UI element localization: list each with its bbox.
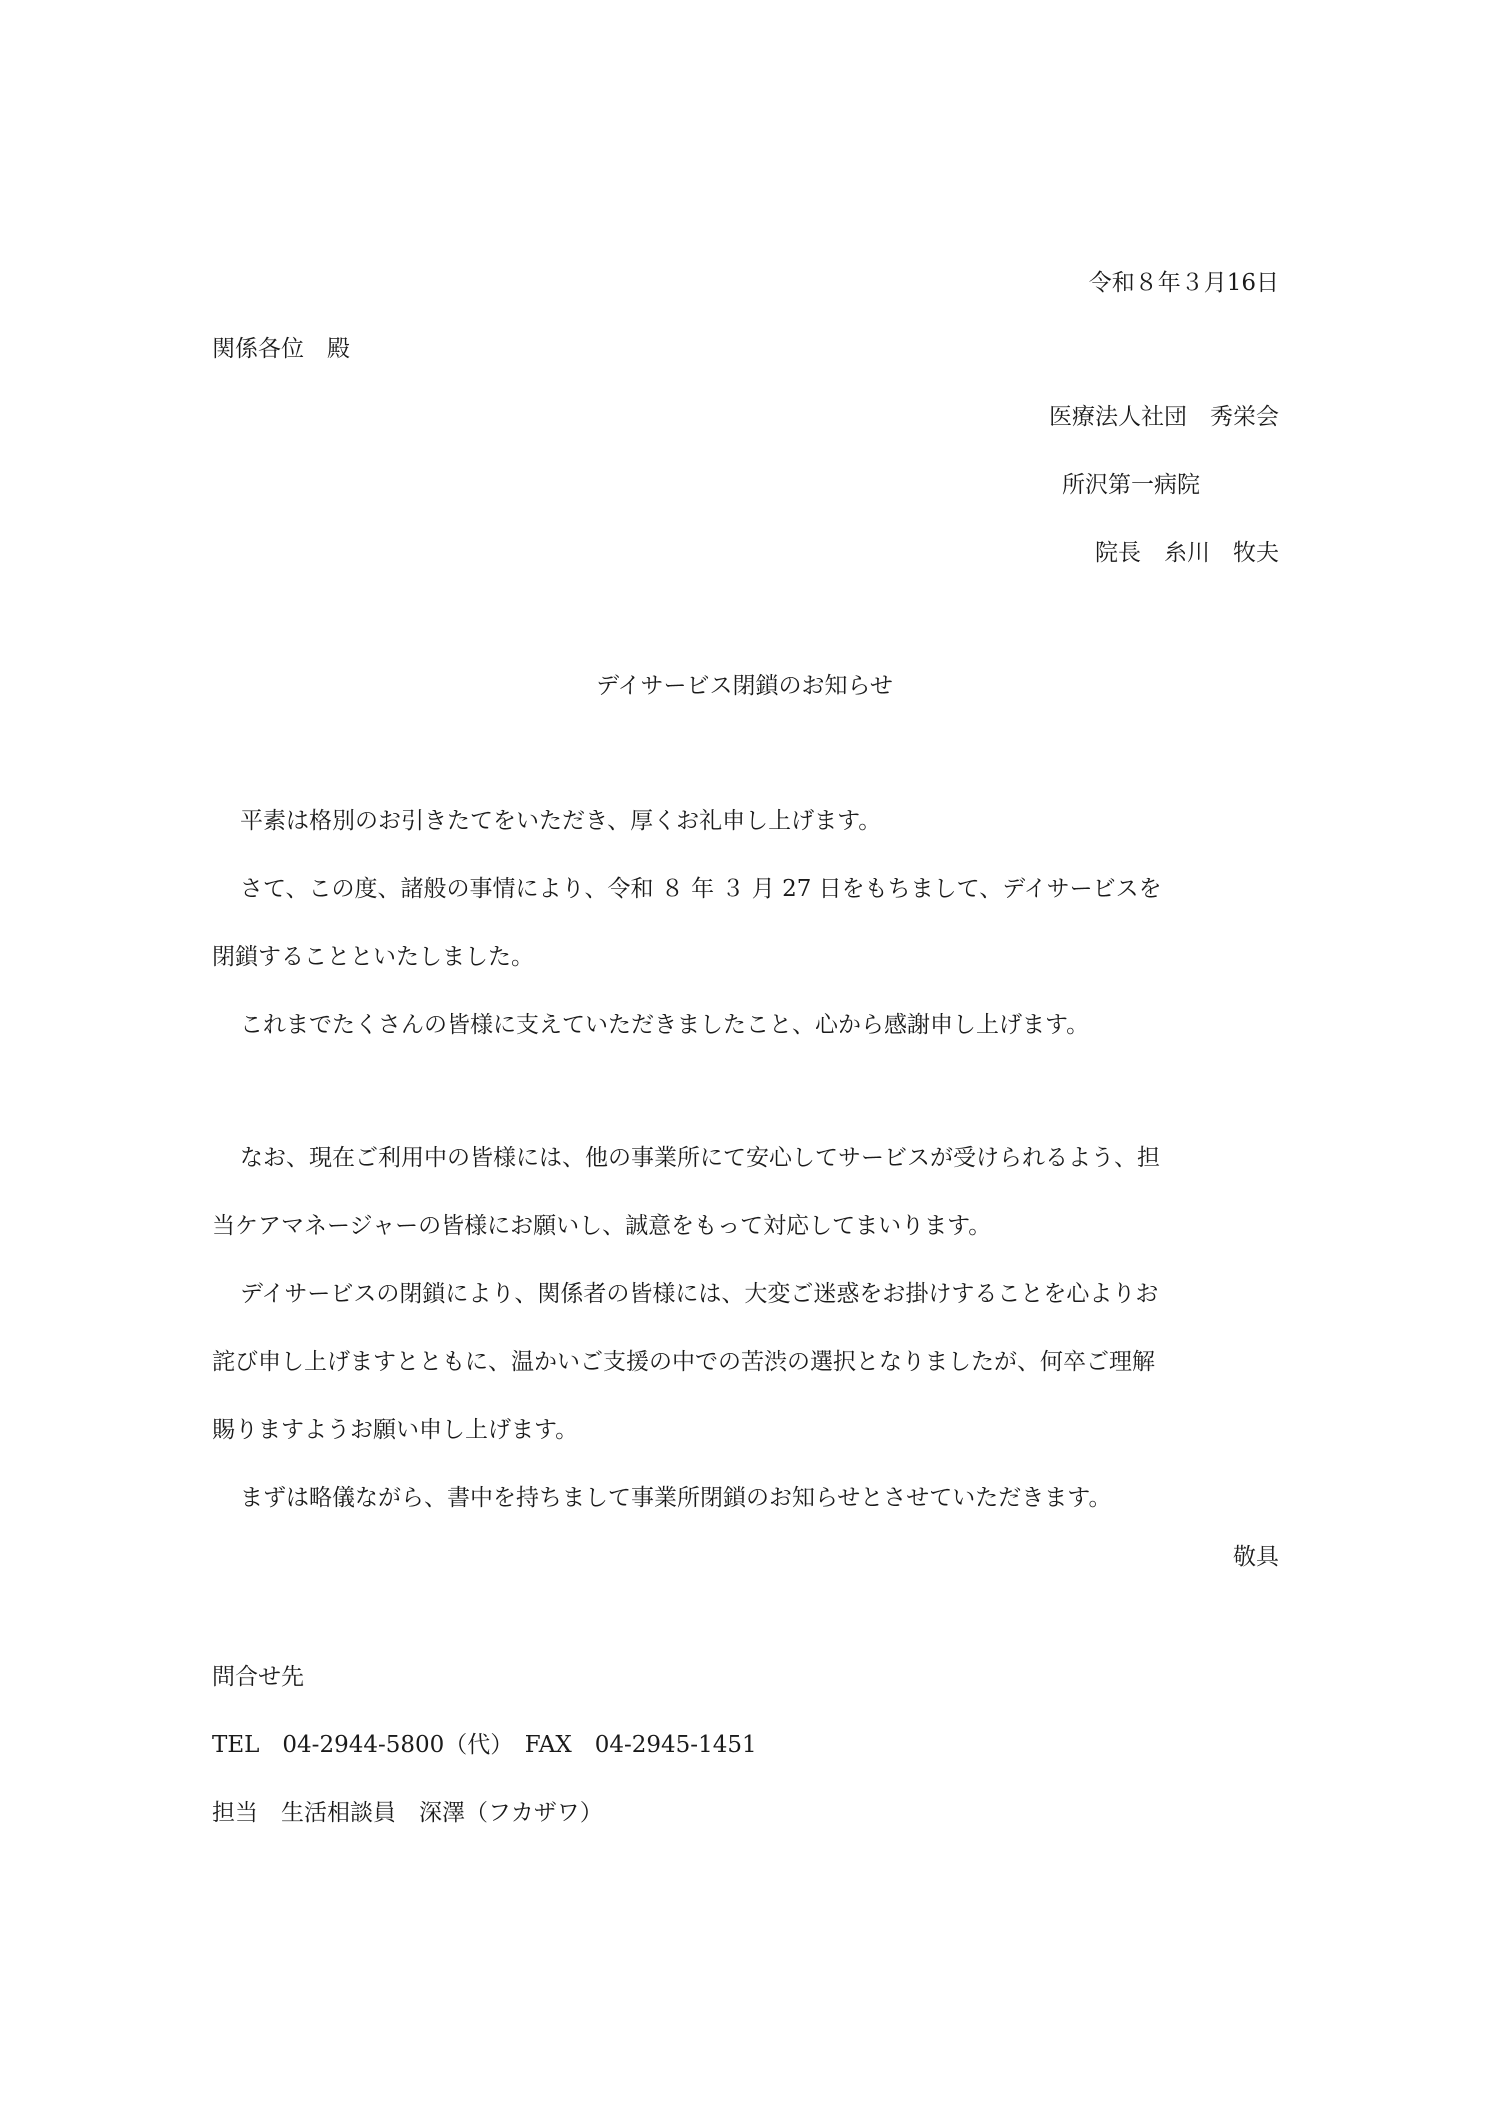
body-paragraph-support-line1: なお、現在ご利用中の皆様には、他の事業所にて安心してサービスが受けられるよう、担 <box>240 1145 1160 1171</box>
body-paragraph-thanks: これまでたくさんの皆様に支えていただきましたこと、心から感謝申し上げます。 <box>240 1012 1090 1038</box>
body-paragraph-final: まずは略儀ながら、書中を持ちまして事業所閉鎖のお知らせとさせていただきます。 <box>240 1485 1112 1511</box>
body-paragraph-closure-line1: さて、この度、諸般の事情により、令和 ８ 年 ３ 月 27 日をもちまして、デイサービスを <box>240 876 1162 902</box>
sender-organization: 医療法人社団 秀栄会 <box>1049 404 1279 430</box>
sender-director: 院長 糸川 牧夫 <box>1095 540 1279 566</box>
contact-phone-fax: TEL 04-2944-5800（代） FAX 04-2945-1451 <box>212 1732 757 1758</box>
addressee: 関係各位 殿 <box>212 336 350 362</box>
body-paragraph-closure-line2: 閉鎖することといたしました。 <box>212 944 534 970</box>
contact-staff: 担当 生活相談員 深澤（フカザワ） <box>212 1800 603 1826</box>
body-paragraph-support-line2: 当ケアマネージャーの皆様にお願いし、誠意をもって対応してまいります。 <box>212 1213 992 1239</box>
body-paragraph-apology-line2: 詫び申し上げますとともに、温かいご支援の中での苦渋の選択となりましたが、何卒ご理解 <box>212 1349 1155 1375</box>
body-paragraph-greeting: 平素は格別のお引きたてをいただき、厚くお礼申し上げます。 <box>240 808 882 834</box>
issue-date: 令和８年３月16日 <box>1088 270 1279 296</box>
closing-word: 敬具 <box>1233 1544 1279 1570</box>
document-title: デイサービス閉鎖のお知らせ <box>596 673 893 699</box>
body-paragraph-apology-line3: 賜りますようお願い申し上げます。 <box>212 1417 579 1443</box>
body-paragraph-apology-line1: デイサービスの閉鎖により、関係者の皆様には、大変ご迷惑をお掛けすることを心よりお <box>240 1281 1159 1307</box>
sender-hospital: 所沢第一病院 <box>1062 472 1200 498</box>
contact-heading: 問合せ先 <box>212 1664 304 1690</box>
